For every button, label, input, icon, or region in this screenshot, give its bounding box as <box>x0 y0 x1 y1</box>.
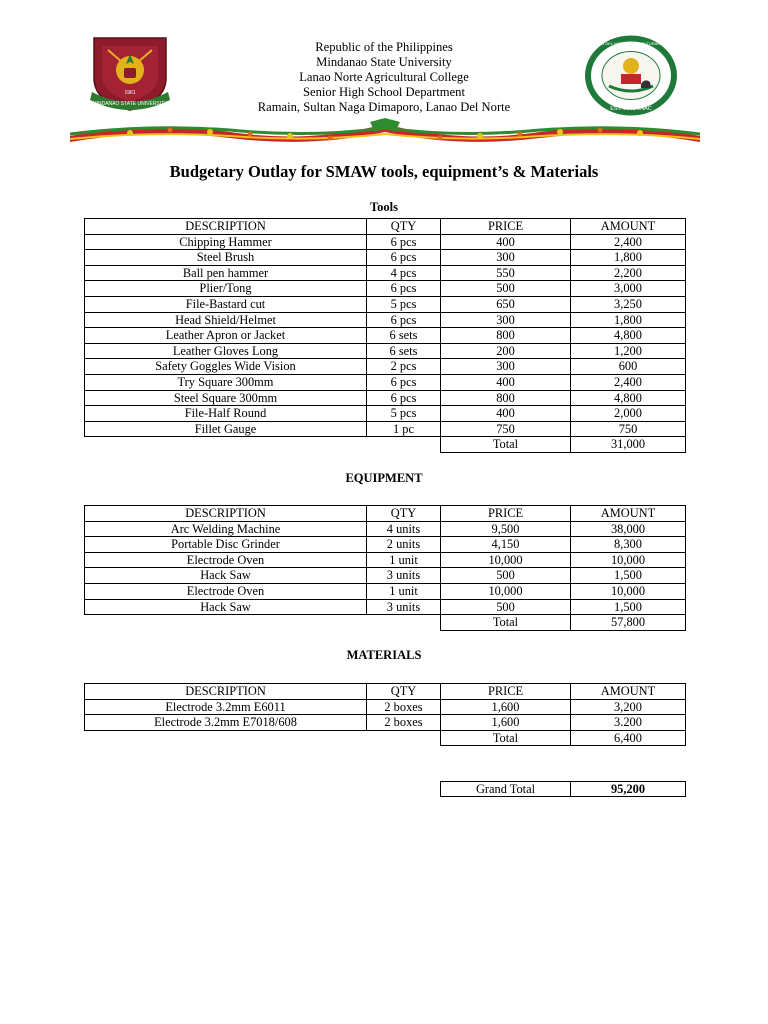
tools-rows <box>85 234 686 437</box>
cell-qty: 6 pcs <box>367 281 441 297</box>
cell-qty: 5 pcs <box>367 406 441 422</box>
cell-price: 1,600 <box>441 715 571 731</box>
cell-price: 800 <box>441 390 571 406</box>
table-header-row <box>85 506 686 522</box>
cell-amount: 2,400 <box>571 374 686 390</box>
cell-price: 200 <box>441 343 571 359</box>
cell-qty: 1 unit <box>367 552 441 568</box>
cell-description: Electrode 3.2mm E7018/608 <box>85 715 367 731</box>
letterhead-line-3: Lanao Norte Agricultural College <box>299 70 469 85</box>
cell-price: 9,500 <box>441 521 571 537</box>
letterhead-line-2: Mindanao State University <box>316 55 452 70</box>
cell-description: Portable Disc Grinder <box>85 537 367 553</box>
table-row <box>85 312 686 328</box>
cell-price: 10,000 <box>441 552 571 568</box>
materials-total-value: 6,400 <box>571 730 686 746</box>
table-header-row <box>85 684 686 700</box>
table-row <box>85 390 686 406</box>
letterhead-line-5: Ramain, Sultan Naga Dimaporo, Lanao Del Norte <box>257 100 511 115</box>
cell-qty: 3 units <box>367 599 441 615</box>
cell-description: Chipping Hammer <box>85 234 367 250</box>
msu-seal-icon <box>88 34 172 114</box>
cell-amount: 750 <box>571 421 686 437</box>
materials-section-title: MATERIALS <box>346 648 422 662</box>
tools-total-label: Total <box>441 437 571 453</box>
cell-description: Hack Saw <box>85 599 367 615</box>
cell-amount: 38,000 <box>571 521 686 537</box>
table-row <box>85 250 686 266</box>
table-row <box>85 359 686 375</box>
table-row <box>85 699 686 715</box>
cell-amount: 1,200 <box>571 343 686 359</box>
cell-price: 300 <box>441 359 571 375</box>
equipment-section-title: EQUIPMENT <box>345 471 423 485</box>
cell-price: 750 <box>441 421 571 437</box>
header-price: PRICE <box>441 506 571 522</box>
cell-price: 500 <box>441 281 571 297</box>
table-row <box>85 374 686 390</box>
cell-amount: 1,500 <box>571 599 686 615</box>
cell-qty: 2 units <box>367 537 441 553</box>
cell-description: Electrode Oven <box>85 552 367 568</box>
cell-description: Ball pen hammer <box>85 265 367 281</box>
cell-description: Electrode Oven <box>85 583 367 599</box>
letterhead-line-4: Senior High School Department <box>303 85 465 100</box>
equipment-table <box>84 505 686 631</box>
cell-amount: 8,300 <box>571 537 686 553</box>
cell-amount: 1,800 <box>571 312 686 328</box>
cell-price: 400 <box>441 234 571 250</box>
document-title: Budgetary Outlay for SMAW tools, equipment’s & Materials <box>169 162 599 181</box>
cell-amount: 1,800 <box>571 250 686 266</box>
header-description: DESCRIPTION <box>85 684 367 700</box>
cell-description: Steel Square 300mm <box>85 390 367 406</box>
right-seal-bottom-text: EST. 2001 LNAC <box>610 106 652 112</box>
header-amount: AMOUNT <box>571 506 686 522</box>
cell-price: 400 <box>441 406 571 422</box>
cell-amount: 1,500 <box>571 568 686 584</box>
cell-description: Steel Brush <box>85 250 367 266</box>
cell-description: Fillet Gauge <box>85 421 367 437</box>
cell-qty: 4 pcs <box>367 265 441 281</box>
header-description: DESCRIPTION <box>85 506 367 522</box>
equipment-rows <box>85 521 686 615</box>
left-seal-year: 1961 <box>124 90 136 96</box>
cell-price: 300 <box>441 312 571 328</box>
cell-amount: 2,200 <box>571 265 686 281</box>
materials-total-label: Total <box>441 730 571 746</box>
header-qty: QTY <box>367 506 441 522</box>
cell-price: 500 <box>441 599 571 615</box>
table-row <box>85 328 686 344</box>
cell-description: Head Shield/Helmet <box>85 312 367 328</box>
cell-price: 800 <box>441 328 571 344</box>
cell-qty: 1 unit <box>367 583 441 599</box>
cell-price: 1,600 <box>441 699 571 715</box>
cell-description: Try Square 300mm <box>85 374 367 390</box>
table-row <box>85 715 686 731</box>
cell-price: 300 <box>441 250 571 266</box>
cell-description: File-Bastard cut <box>85 296 367 312</box>
table-row <box>85 265 686 281</box>
left-seal-banner: MINDANAO STATE UNIVERSITY <box>92 101 168 107</box>
cell-price: 10,000 <box>441 583 571 599</box>
cell-description: Electrode 3.2mm E6011 <box>85 699 367 715</box>
cell-description: Safety Goggles Wide Vision <box>85 359 367 375</box>
table-row <box>85 234 686 250</box>
cell-qty: 6 pcs <box>367 312 441 328</box>
cell-amount: 3,000 <box>571 281 686 297</box>
header-price: PRICE <box>441 219 571 235</box>
equipment-total-row <box>85 615 686 631</box>
cell-amount: 2,400 <box>571 234 686 250</box>
header-qty: QTY <box>367 219 441 235</box>
tools-table <box>84 218 686 453</box>
table-row <box>85 281 686 297</box>
cell-price: 500 <box>441 568 571 584</box>
cell-description: File-Half Round <box>85 406 367 422</box>
lnac-seal-icon <box>583 34 679 117</box>
table-row <box>85 406 686 422</box>
grand-total-table <box>440 781 686 797</box>
table-row <box>85 583 686 599</box>
tools-section-title: Tools <box>369 200 399 214</box>
cell-qty: 5 pcs <box>367 296 441 312</box>
tools-total-value: 31,000 <box>571 437 686 453</box>
cell-description: Leather Gloves Long <box>85 343 367 359</box>
cell-price: 4,150 <box>441 537 571 553</box>
decorative-border <box>70 118 700 148</box>
cell-description: Hack Saw <box>85 568 367 584</box>
grand-total-value: 95,200 <box>571 782 686 797</box>
cell-qty: 2 pcs <box>367 359 441 375</box>
cell-price: 650 <box>441 296 571 312</box>
table-header-row <box>85 219 686 235</box>
table-row <box>85 343 686 359</box>
cell-qty: 6 pcs <box>367 374 441 390</box>
cell-qty: 6 pcs <box>367 250 441 266</box>
cell-amount: 3.200 <box>571 715 686 731</box>
cell-qty: 6 sets <box>367 343 441 359</box>
cell-amount: 4,800 <box>571 328 686 344</box>
header-price: PRICE <box>441 684 571 700</box>
cell-qty: 2 boxes <box>367 699 441 715</box>
grand-total-row <box>441 782 686 797</box>
cell-qty: 3 units <box>367 568 441 584</box>
grand-total-label: Grand Total <box>441 782 571 797</box>
table-row <box>85 552 686 568</box>
table-row <box>85 421 686 437</box>
header-amount: AMOUNT <box>571 219 686 235</box>
letterhead <box>190 40 578 115</box>
equipment-total-value: 57,800 <box>571 615 686 631</box>
header-amount: AMOUNT <box>571 684 686 700</box>
cell-qty: 6 pcs <box>367 390 441 406</box>
cell-price: 550 <box>441 265 571 281</box>
cell-qty: 6 pcs <box>367 234 441 250</box>
right-seal-ring-text: MINDANAO DEL NORTE AGRICULTURAL COLLEGE <box>583 41 679 46</box>
cell-amount: 3,200 <box>571 699 686 715</box>
letterhead-line-1: Republic of the Philippines <box>315 40 453 54</box>
cell-qty: 6 sets <box>367 328 441 344</box>
header-qty: QTY <box>367 684 441 700</box>
equipment-total-label: Total <box>441 615 571 631</box>
cell-amount: 2,000 <box>571 406 686 422</box>
tools-total-row <box>85 437 686 453</box>
cell-amount: 600 <box>571 359 686 375</box>
table-row <box>85 568 686 584</box>
cell-amount: 10,000 <box>571 552 686 568</box>
cell-description: Arc Welding Machine <box>85 521 367 537</box>
materials-rows <box>85 699 686 730</box>
cell-amount: 3,250 <box>571 296 686 312</box>
cell-amount: 10,000 <box>571 583 686 599</box>
cell-description: Leather Apron or Jacket <box>85 328 367 344</box>
cell-amount: 4,800 <box>571 390 686 406</box>
cell-price: 400 <box>441 374 571 390</box>
materials-table <box>84 683 686 746</box>
cell-qty: 4 units <box>367 521 441 537</box>
table-row <box>85 521 686 537</box>
cell-qty: 2 boxes <box>367 715 441 731</box>
cell-description: Plier/Tong <box>85 281 367 297</box>
header-description: DESCRIPTION <box>85 219 367 235</box>
table-row <box>85 537 686 553</box>
cell-qty: 1 pc <box>367 421 441 437</box>
table-row <box>85 599 686 615</box>
table-row <box>85 296 686 312</box>
materials-total-row <box>85 730 686 746</box>
